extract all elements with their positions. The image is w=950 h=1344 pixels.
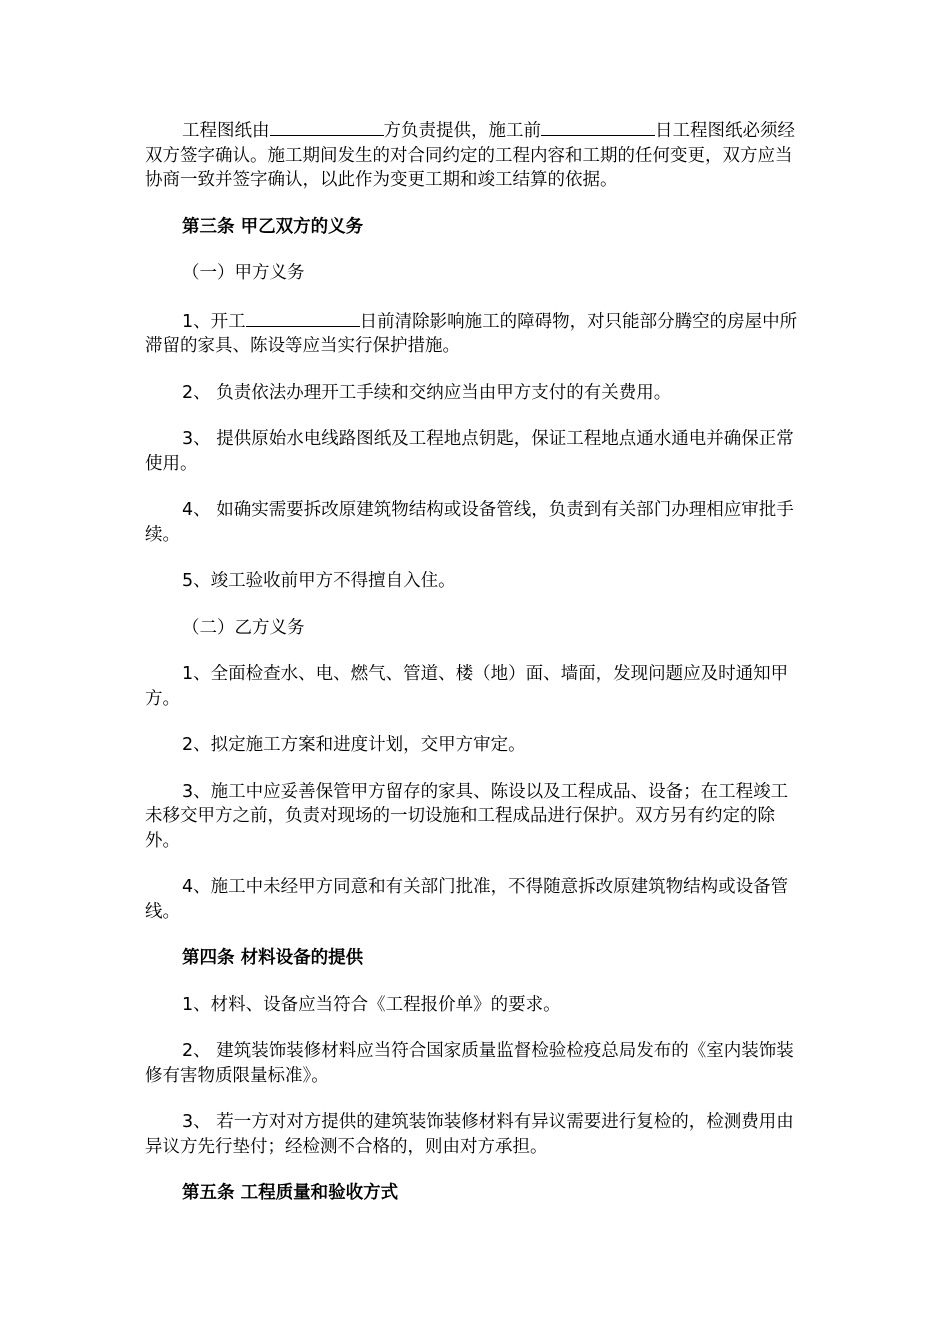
party-b-item-1: 1、全面检查水、电、燃气、管道、楼（地）面、墙面，发现问题应及时通知甲方。 bbox=[145, 664, 789, 709]
party-b-item-3: 3、施工中应妥善保管甲方留存的家具、陈设以及工程成品、设备；在工程竣工未移交甲方之前，负责对现场的一切设施和工程成品进行保护。双方另有约定的除外。 bbox=[145, 781, 789, 851]
article-4-item-3: 3、 若一方对对方提供的建筑装饰装修材料有异议需要进行复检的，检测费用由异议方先行垫付；经检测不合格的，则由对方承担。 bbox=[145, 1112, 794, 1157]
article-4-item-2: 2、 建筑装饰装修材料应当符合国家质量监督检验检疫总局发布的《室内装饰装修有害物质限量标准》。 bbox=[145, 1041, 794, 1086]
text-segment: 日前清除影响施工的障碍物，对只能部分腾空的房屋中所滞留的家具、陈设等应当实行保护措施。 bbox=[145, 311, 798, 356]
fill-blank bbox=[541, 117, 655, 136]
fill-blank bbox=[270, 117, 384, 136]
document-page bbox=[145, 117, 805, 1206]
party-b-item-4: 4、施工中未经甲方同意和有关部门批准，不得随意拆改原建筑物结构或设备管线。 bbox=[145, 877, 789, 922]
text-segment: 方负责提供，施工前 bbox=[383, 121, 541, 141]
party-a-item-3: 3、 提供原始水电线路图纸及工程地点钥匙，保证工程地点通水通电并确保正常使用。 bbox=[145, 429, 794, 474]
article-3-title: 第三条 甲乙双方的义务 bbox=[182, 216, 364, 237]
party-a-item-1 bbox=[145, 308, 805, 359]
party-b-item-2: 2、拟定施工方案和进度计划，交甲方审定。 bbox=[182, 735, 526, 755]
fill-blank bbox=[246, 308, 360, 327]
party-a-item-2: 2、 负责依法办理开工手续和交纳应当由甲方支付的有关费用。 bbox=[182, 382, 672, 403]
text-segment: 日工程图纸必须经双方签字确认。施工期间发生的对合同约定的工程内容和工期的任何变更，双方应当协商一致并签字确认，以此作为变更工期和竣工结算的依据。 bbox=[145, 121, 795, 190]
article-4-title: 第四条 材料设备的提供 bbox=[182, 948, 364, 968]
party-a-item-4: 4、 如确实需要拆改原建筑物结构或设备管线，负责到有关部门办理相应审批手续。 bbox=[145, 500, 794, 545]
party-b-heading: （二）乙方义务 bbox=[182, 617, 305, 638]
text-segment: 工程图纸由 bbox=[182, 121, 270, 141]
article-5-title: 第五条 工程质量和验收方式 bbox=[182, 1183, 399, 1203]
party-a-heading: （一）甲方义务 bbox=[182, 263, 305, 283]
text-segment: 1、开工 bbox=[182, 311, 246, 332]
article-4-item-1: 1、材料、设备应当符合《工程报价单》的要求。 bbox=[182, 994, 561, 1015]
paragraph-drawings bbox=[145, 117, 805, 193]
party-a-item-5: 5、竣工验收前甲方不得擅自入住。 bbox=[182, 571, 456, 591]
